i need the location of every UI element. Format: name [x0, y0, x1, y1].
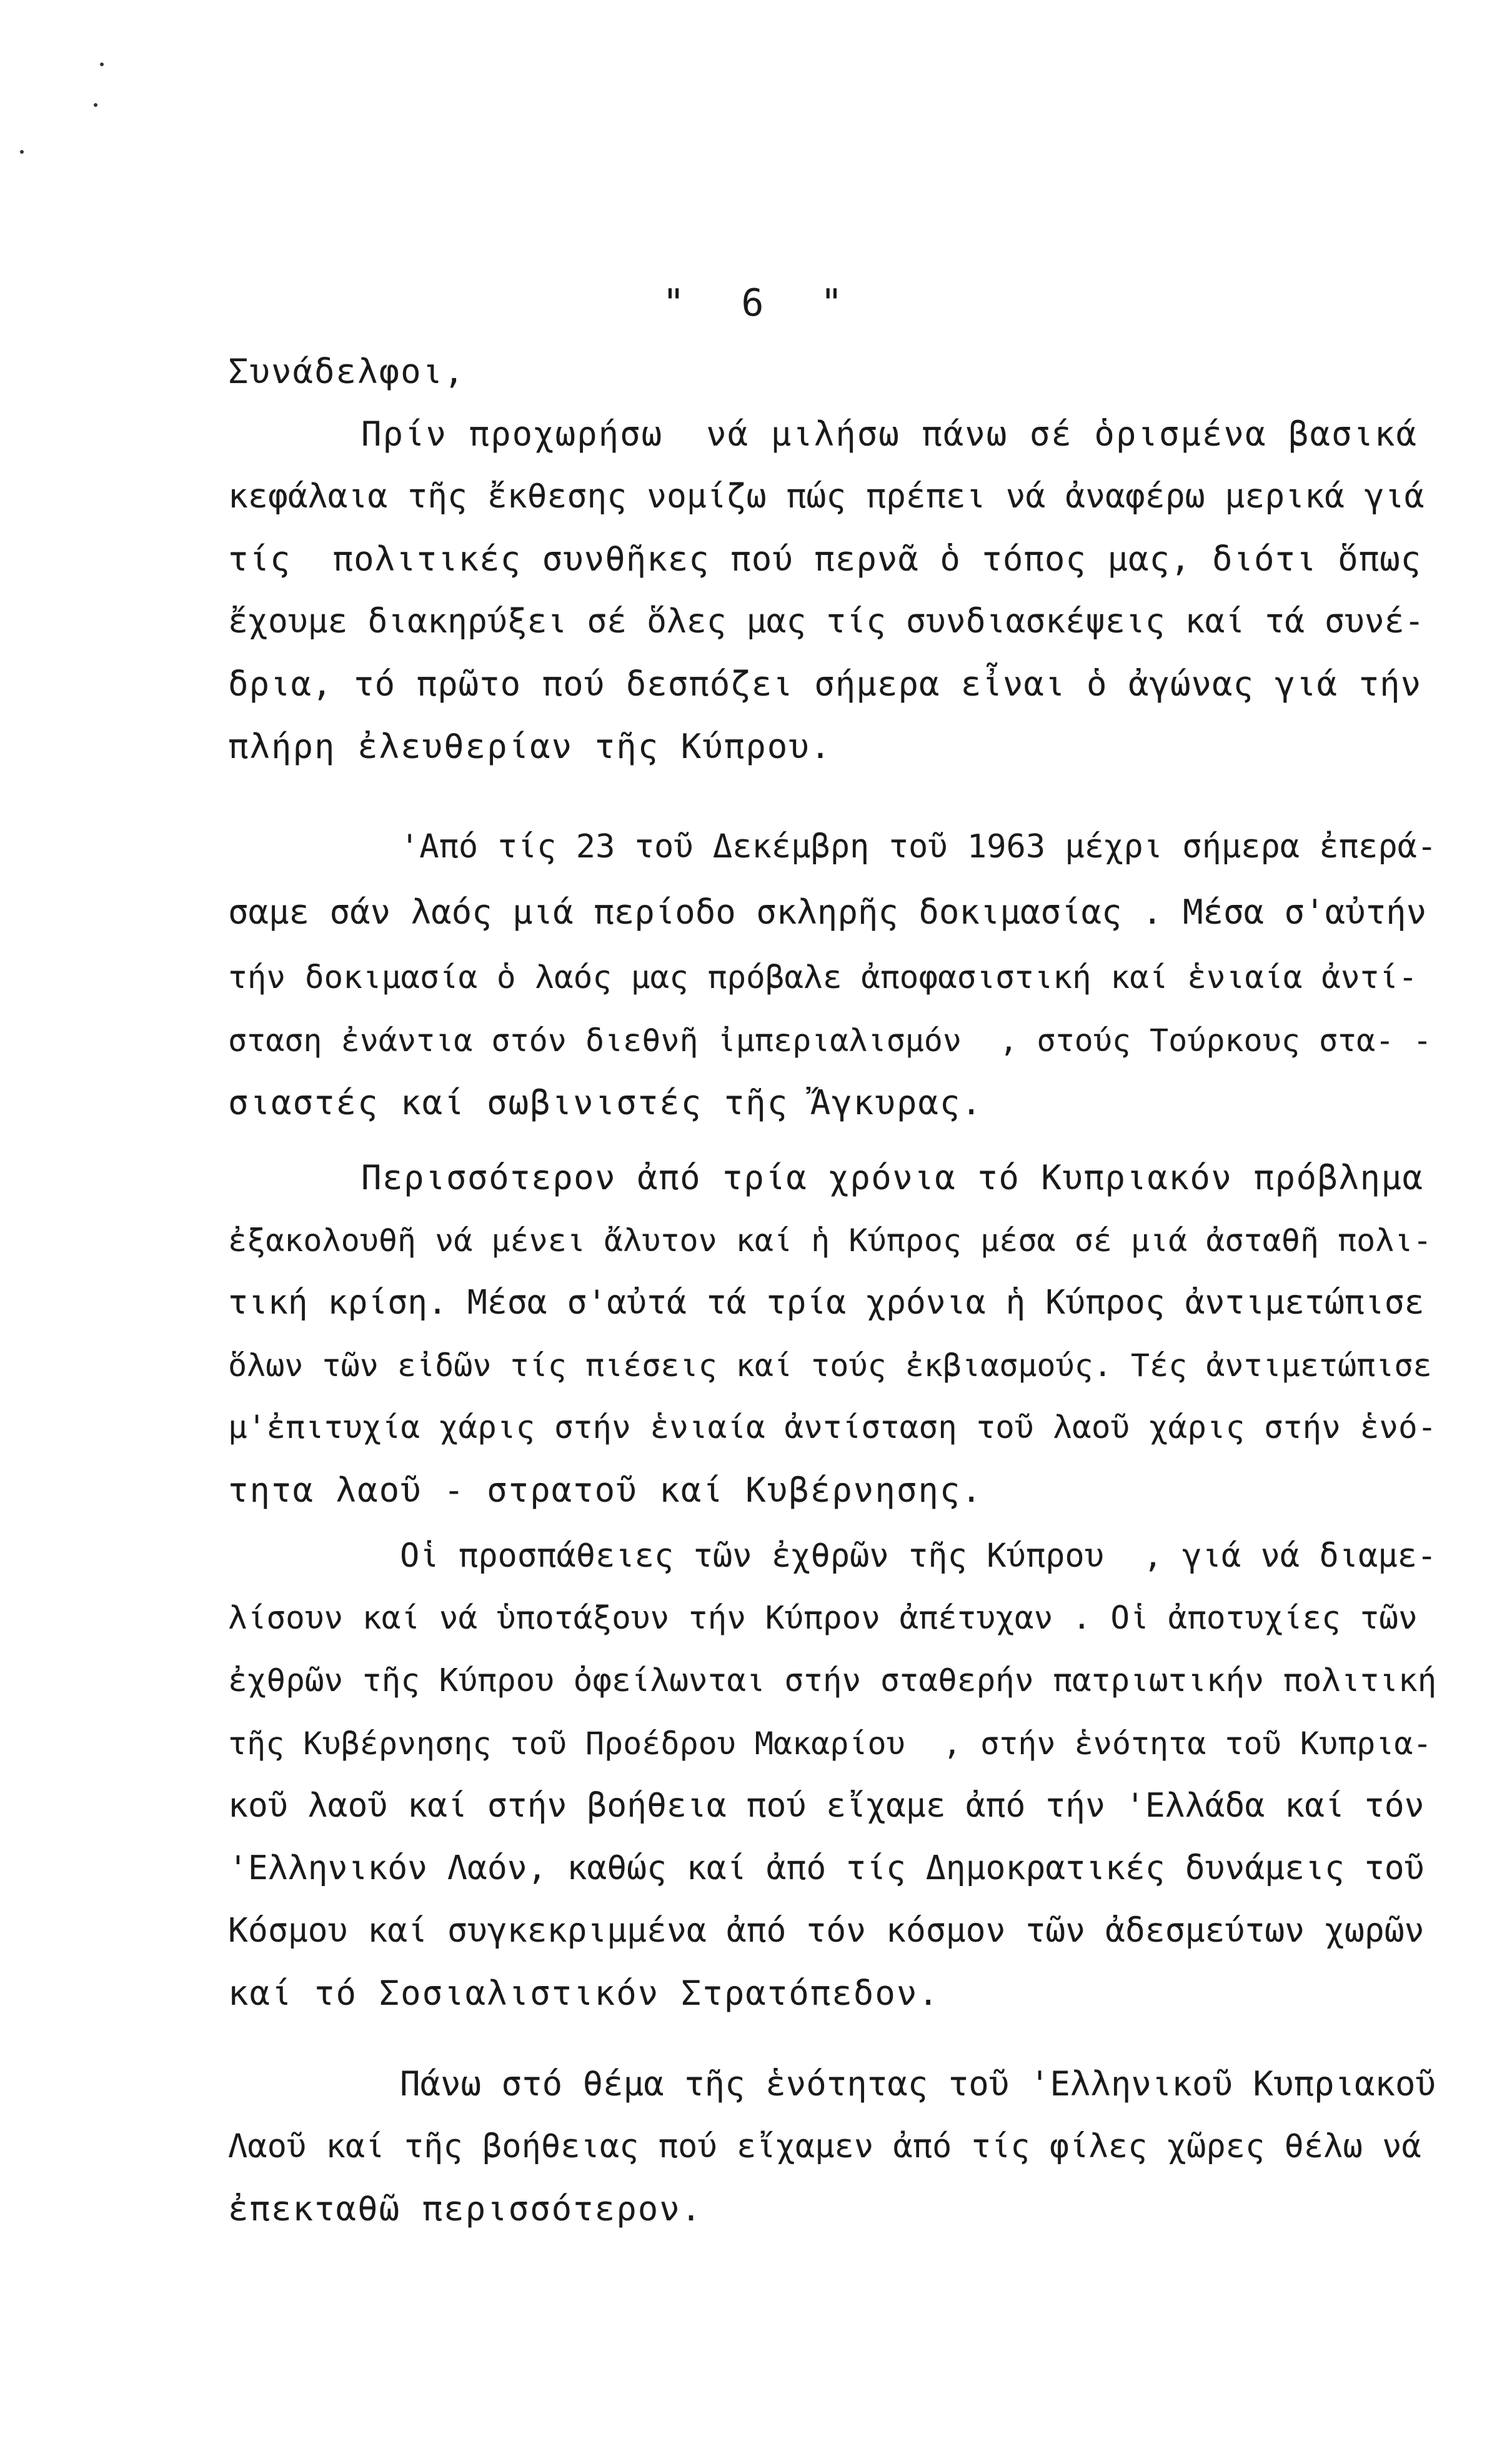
paragraph-4-line: Κόσμου καί συγκεκριμμένα ἀπό τόν κόσμον τῶν ἀδεσμεύτων χωρῶν: [228, 1912, 1425, 1950]
paragraph-3-line: ὅλων τῶν εἰδῶν τίς πιέσεις καί τούς ἐκβιασμούς. Τές ἀντιμετώπισε: [228, 1347, 1432, 1384]
paragraph-3-line: μ'ἐπιτυχία χάρις στήν ἑνιαία ἀντίσταση τοῦ λαοῦ χάρις στήν ἑνό-: [228, 1409, 1437, 1446]
scan-speck: [94, 103, 97, 107]
paragraph-4-line: ἐχθρῶν τῆς Κύπρου ὀφείλωνται στήν σταθερήν πατριωτικήν πολιτική: [228, 1662, 1437, 1699]
paragraph-4-line: 'Ελληνικόν Λαόν, καθώς καί ἀπό τίς Δημοκρατικές δυνάμεις τοῦ: [228, 1849, 1425, 1887]
paragraph-3-line: τική κρίση. Μέσα σ'αὐτά τά τρία χρόνια ἡ Κύπρος ἀντιμετώπισε: [228, 1284, 1425, 1322]
paragraph-1-line: κεφάλαια τῆς ἔκθεσης νομίζω πώς πρέπει νά ἀναφέρω μερικά γιά: [228, 477, 1425, 516]
paragraph-1-line: πλήρη ἐλευθερίαν τῆς Κύπρου.: [228, 727, 832, 766]
paragraph-4-line: κοῦ λαοῦ καί στήν βοήθεια πού εἴχαμε ἀπό τήν 'Ελλάδα καί τόν: [228, 1787, 1425, 1825]
paragraph-2-line: 'Από τίς 23 τοῦ Δεκέμβρη τοῦ 1963 μέχρι σήμερα ἐπερά-: [400, 828, 1437, 866]
paragraph-2-line: τήν δοκιμασία ὁ λαός μας πρόβαλε ἀποφασιστική καί ἑνιαία ἀντί-: [228, 959, 1418, 996]
paragraph-1-line: δρια, τό πρῶτο πού δεσπόζει σήμερα εἶναι ὁ ἀγώνας γιά τήν: [228, 664, 1422, 704]
paragraph-4-line: Οἱ προσπάθειες τῶν ἐχθρῶν τῆς Κύπρου , γιά νά διαμε-: [400, 1537, 1437, 1575]
page-number: " 6 ": [662, 281, 847, 325]
paragraph-5-line: ἐπεκταθῶ περισσότερον.: [228, 2189, 703, 2229]
paragraph-1-line: Πρίν προχωρήσω νά μιλήσω πάνω σέ ὁρισμένα βασικά: [361, 414, 1418, 454]
paragraph-1-line: ἔχουμε διακηρύξει σέ ὅλες μας τίς συνδιασκέψεις καί τά συνέ-: [228, 602, 1425, 641]
paragraph-5-line: Λαοῦ καί τῆς βοήθειας πού εἴχαμεν ἀπό τίς φίλες χῶρες θέλω νά: [228, 2128, 1421, 2165]
paragraph-3-line: Περισσότερον ἀπό τρία χρόνια τό Κυπριακόν πρόβλημα: [361, 1158, 1424, 1197]
paragraph-4-line: λίσουν καί νά ὑποτάξουν τήν Κύπρον ἀπέτυχαν . Οἱ ἀποτυχίες τῶν: [228, 1600, 1418, 1637]
paragraph-3-line: ἐξακολουθῆ νά μένει ἄλυτον καί ἡ Κύπρος μέσα σέ μιά ἀσταθῆ πολι-: [228, 1222, 1432, 1259]
paragraph-4-line: τῆς Κυβέρνησης τοῦ Προέδρου Μακαρίου , στήν ἑνότητα τοῦ Κυπρια-: [228, 1725, 1432, 1762]
paragraph-5-line: Πάνω στό θέμα τῆς ἑνότητας τοῦ 'Ελληνικοῦ Κυπριακοῦ: [400, 2064, 1436, 2104]
paragraph-4-line: καί τό Σοσιαλιστικόν Στρατόπεδον.: [228, 1974, 940, 2013]
scan-speck: [100, 62, 104, 66]
salutation: Συνάδελφοι,: [228, 352, 465, 391]
paragraph-1-line: τίς πολιτικές συνθῆκες πού περνᾶ ὁ τόπος μας, διότι ὅπως: [228, 539, 1422, 579]
paragraph-2-line: σιαστές καί σωβινιστές τῆς Ἄγκυρας.: [228, 1083, 983, 1122]
scan-speck: [20, 150, 24, 154]
paragraph-2-line: σταση ἐνάντια στόν διεθνῆ ἰμπεριαλισμόν , στούς Τούρκους στα- -: [228, 1022, 1432, 1059]
paragraph-3-line: τητα λαοῦ - στρατοῦ καί Κυβέρνησης.: [228, 1470, 983, 1510]
paragraph-2-line: σαμε σάν λαός μιά περίοδο σκληρῆς δοκιμασίας . Μέσα σ'αὐτήν: [228, 892, 1427, 932]
